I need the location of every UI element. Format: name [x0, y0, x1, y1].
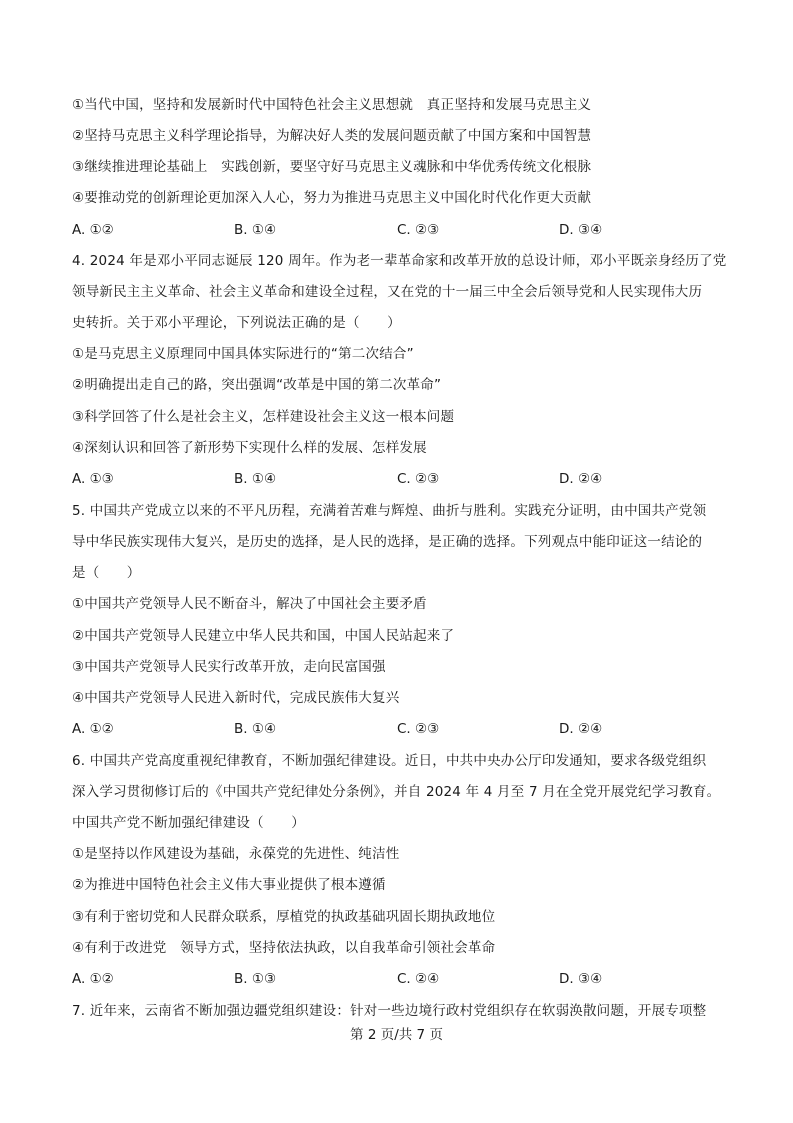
- q5-stem-line-2: 导中华民族实现伟大复兴，是历史的选择，是人民的选择，是正确的选择。下列观点中能印证这一结论的: [72, 534, 703, 550]
- q5-statement-3: ③中国共产党领导人民实行改革开放，走向民富国强: [72, 659, 386, 675]
- q6-statement-4: ④有利于改进党 领导方式，坚持依法执政，以自我革命引领社会革命: [72, 940, 496, 956]
- q3-option-d: D. ③④: [559, 222, 603, 238]
- q6-statement-2: ②为推进中国特色社会主义伟大事业提供了根本遵循: [72, 877, 386, 893]
- q6-statement-1: ①是坚持以作风建设为基础，永葆党的先进性、纯洁性: [72, 846, 400, 862]
- q4-option-b: B. ①④: [234, 471, 277, 487]
- q3-statement-4: ④要推动党的创新理论更加深入人心，努力为推进马克思主义中国化时代化作更大贡献: [72, 190, 592, 206]
- q5-option-b: B. ①④: [234, 721, 277, 737]
- q5-stem-line-1: 5. 中国共产党成立以来的不平凡历程，充满着苦难与辉煌、曲折与胜利。实践充分证明，由中国共产党领: [72, 503, 707, 519]
- q3-statement-1: ①当代中国，坚持和发展新时代中国特色社会主义思想就 真正坚持和发展马克思主义: [72, 97, 592, 113]
- q4-statement-3: ③科学回答了什么是社会主义，怎样建设社会主义这一根本问题: [72, 409, 455, 425]
- q6-options: [72, 970, 722, 988]
- q6-stem-line-1: 6. 中国共产党高度重视纪律教育，不断加强纪律建设。近日，中共中央办公厅印发通知，要求各级党组织: [72, 753, 707, 769]
- q6-option-a: A. ①②: [72, 971, 114, 987]
- q3-option-a: A. ①②: [72, 222, 114, 238]
- q6-stem-line-2: 深入学习贯彻修订后的《中国共产党纪律处分条例》，并自 2024 年 4 月至 7 月在全党开展党纪学习教育。: [72, 784, 721, 800]
- q6-option-d: D. ③④: [559, 971, 603, 987]
- q5-option-a: A. ①②: [72, 721, 114, 737]
- q7-stem-line-1: 7. 近年来，云南省不断加强边疆党组织建设：针对一些边境行政村党组织存在软弱涣散问题，开展专项整: [72, 1003, 707, 1019]
- q3-option-c: C. ②③: [397, 222, 440, 238]
- q5-statement-4: ④中国共产党领导人民进入新时代，完成民族伟大复兴: [72, 690, 400, 706]
- q6-option-c: C. ②④: [397, 971, 440, 987]
- page-number-footer: 第 2 页/共 7 页: [350, 1027, 443, 1043]
- q4-statement-4: ④深刻认识和回答了新形势下实现什么样的发展、怎样发展: [72, 440, 427, 456]
- q5-option-c: C. ②③: [397, 721, 440, 737]
- q4-statement-1: ①是马克思主义原理同中国具体实际进行的“第二次结合”: [72, 346, 414, 362]
- q3-statement-2: ②坚持马克思主义科学理论指导，为解决好人类的发展问题贡献了中国方案和中国智慧: [72, 128, 592, 144]
- q6-stem-line-3: 中国共产党不断加强纪律建设（ ）: [72, 815, 305, 831]
- q4-option-a: A. ①③: [72, 471, 114, 487]
- q5-statement-1: ①中国共产党领导人民不断奋斗，解决了中国社会主要矛盾: [72, 596, 427, 612]
- q4-option-c: C. ②③: [397, 471, 440, 487]
- q5-stem-line-3: 是（ ）: [72, 565, 141, 581]
- q4-option-d: D. ②④: [559, 471, 603, 487]
- q4-statement-2: ②明确提出走自己的路，突出强调“改革是中国的第二次革命”: [72, 377, 442, 393]
- q4-stem-line-1: 4. 2024 年是邓小平同志诞辰 120 周年。作为老一辈革命家和改革开放的总设计师，邓小平既亲身经历了党: [72, 253, 727, 269]
- q5-statement-2: ②中国共产党领导人民建立中华人民共和国，中国人民站起来了: [72, 628, 455, 644]
- q3-options: [72, 221, 722, 239]
- q5-option-d: D. ②④: [559, 721, 603, 737]
- q3-option-b: B. ①④: [234, 222, 277, 238]
- q4-options: [72, 470, 722, 488]
- q6-statement-3: ③有利于密切党和人民群众联系，厚植党的执政基础巩固长期执政地位: [72, 909, 496, 925]
- q3-statement-3: ③继续推进理论基础上 实践创新，要坚守好马克思主义魂脉和中华优秀传统文化根脉: [72, 159, 592, 175]
- q5-options: [72, 720, 722, 738]
- q4-stem-line-3: 史转折。关于邓小平理论，下列说法正确的是（ ）: [72, 315, 401, 331]
- q4-stem-line-2: 领导新民主主义革命、社会主义革命和建设全过程，又在党的十一届三中全会后领导党和人民实现伟大历: [72, 284, 703, 300]
- q6-option-b: B. ①③: [234, 971, 277, 987]
